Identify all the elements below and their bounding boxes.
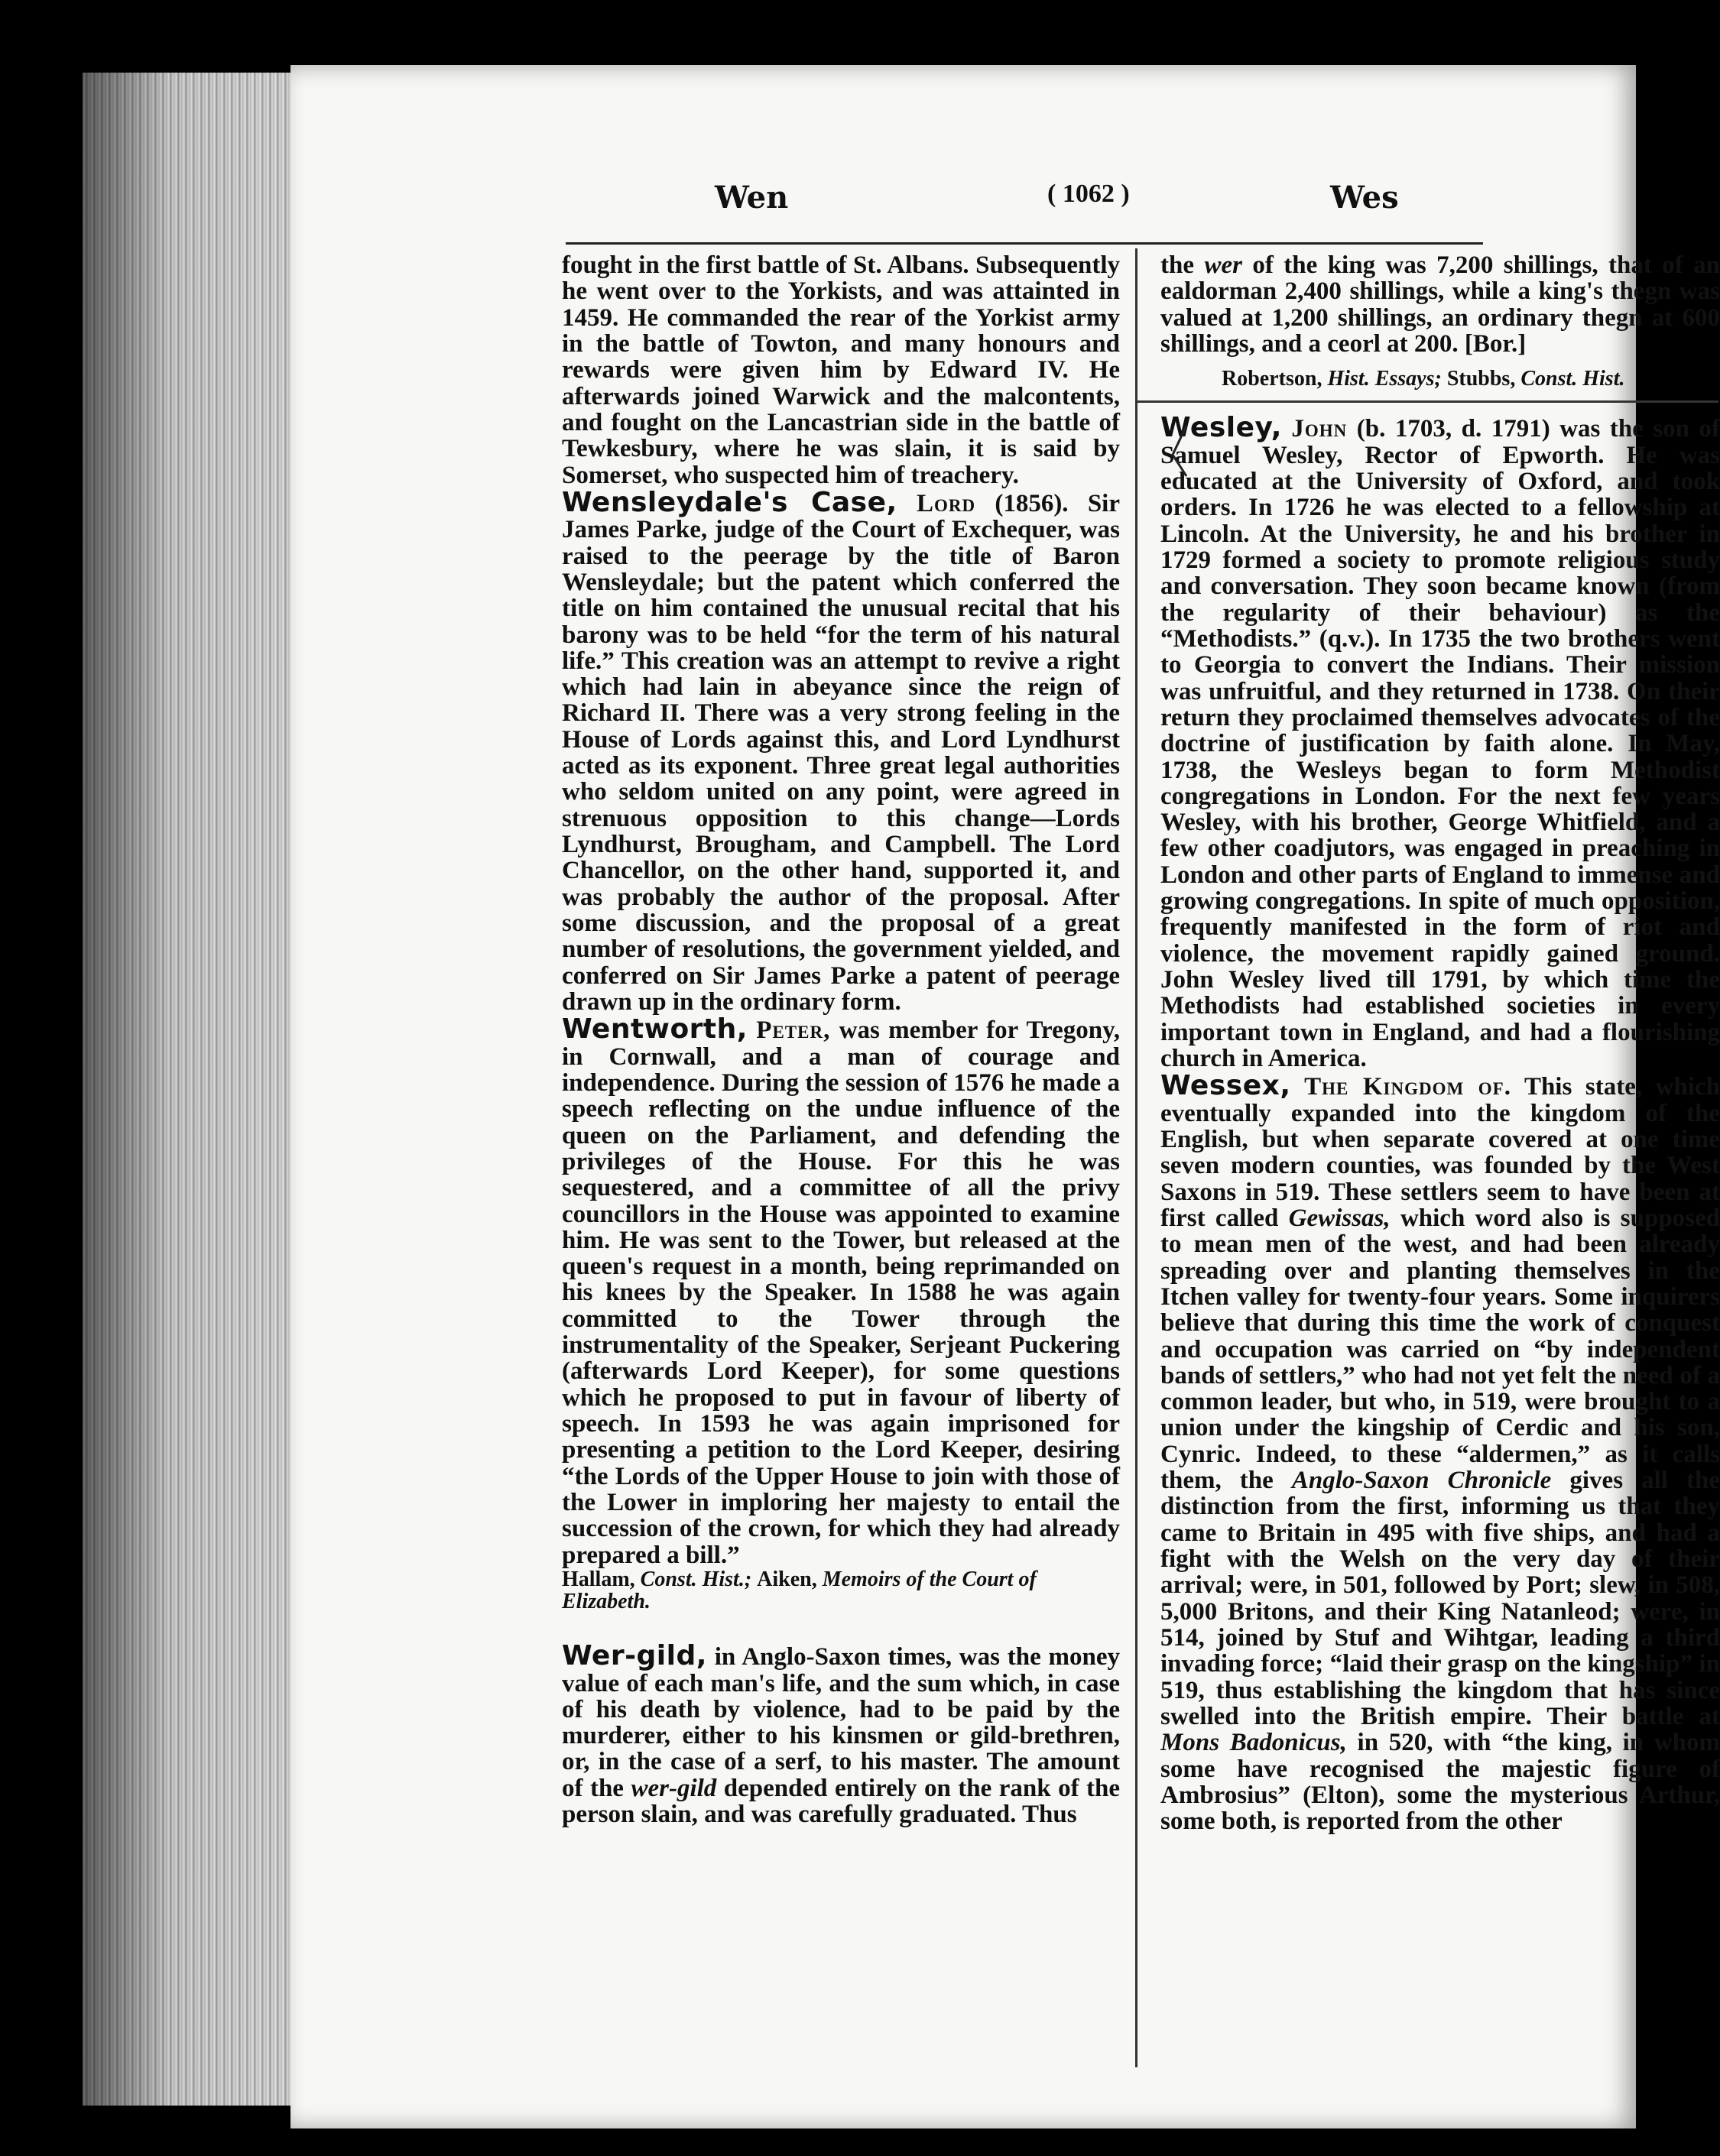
cite-author: Robertson, xyxy=(1222,367,1322,391)
headword: Wessex, xyxy=(1160,1070,1291,1102)
headword: Wensleydale's Case, xyxy=(562,486,897,518)
continued-entry-text xyxy=(1160,252,1720,357)
entry-italic: Mons Badonicus, xyxy=(1160,1729,1347,1757)
book-page xyxy=(290,65,1720,2128)
running-header xyxy=(290,180,1636,233)
headword-qualifier: The Kingdom of. xyxy=(1304,1073,1511,1101)
cite-author: Hallam, xyxy=(562,1567,635,1591)
cite-author: Aiken, xyxy=(757,1567,817,1591)
page-number: ( 1062 ) xyxy=(1047,180,1130,208)
entry-wensleydale xyxy=(562,488,1120,1015)
entry-italic: wer xyxy=(1204,251,1242,279)
header-right-guideword: Wes xyxy=(1330,180,1399,216)
entry-text: the xyxy=(1160,251,1194,279)
section-rule xyxy=(1137,400,1718,403)
column-divider xyxy=(1135,248,1137,2067)
entry-wessex xyxy=(1160,1072,1720,1834)
entry-text: was the son of Samuel Wesley, Rector of Epworth. He was educated at the University of Oxford, and took orders. In 1726 he was elected to a fellowship at Lincoln. At the University, he and his brother in 1729 formed a society to promote religious study and conversation. They soon became known (from the regularity of their behaviour) as the “Methodists.” (q.v.). In 1735 the two brothers went to Georgia to convert the Indians. Their mission was unfruitful, and they returned in 1738. On their return they proclaimed themselves advocates of the doctrine of justification by faith alone. In May, 1738, the Wesleys began to form Methodist congregations in London. For the next few years Wesley, with his brother, George Whitfield, and a few other coadjutors, was engaged in preaching in London and other parts of England to immense and growing congregations. In spite of much opposition, frequently manifested in the form of riot and violence, the movement rapidly gained ground. John Wesley lived till 1791, by which time the Methodists had established societies in every important town in England, and had a flourishing church in America. xyxy=(1160,415,1720,1072)
entry-wesley xyxy=(1160,413,1720,1072)
headword-qualifier: Lord xyxy=(916,489,976,517)
header-left-guideword: Wen xyxy=(715,180,789,216)
entry-italic: Anglo-Saxon Chronicle xyxy=(1291,1467,1552,1495)
entry-text: which word also is supposed to mean men of the west, and had been already spreading over and planting themselves in the Itchen valley for twenty-four years. Some inquirers believe that during this time the work of conquest and occupation was carried on “by independent bands of settlers,” who had not yet felt the need of a common leader, but who, in 519, were brought to a union under the kingship of Cerdic and his son, Cynric. Indeed, to these “aldermen,” as it calls them, the xyxy=(1160,1204,1720,1495)
pencil-margin-mark xyxy=(1163,424,1194,478)
cite-work: Const. Hist. xyxy=(1520,367,1625,391)
entry-text: This state, which eventually expanded into the kingdom of the English, but when separate covered at one time seven modern counties, was founded by the West Saxons in 519. These settlers seem to have been at first called xyxy=(1160,1073,1720,1232)
cite-work: Hist. Essays; xyxy=(1327,367,1442,391)
entry-text: of the king was 7,200 shillings, that of an ealdorman 2,400 shillings, while a king's thegn was valued at 1,200 shillings, an ordinary thegn at 600 shillings, and a ceorl at 200. [Bor.] xyxy=(1160,251,1720,358)
entry-text: (1856). Sir James Parke, judge of the Court of Exchequer, was raised to the peerage by the title of Baron Wensleydale; but the patent which conferred the title on him contained the unusual recital that his barony was to be held “for the term of his natural life.” This creation was an attempt to revive a right which had lain in abeyance since the reign of Richard II. There was a very strong feeling in the House of Lords against this, and Lord Lyndhurst acted as its exponent. Three great legal authorities who seldom united on any point, were agreed in strenuous opposition to this change—Lords Lyndhurst, Brougham, and Campbell. The Lord Chancellor, on the other hand, supported it, and was probably the author of the proposal. After some discussion, and the proposal of a great number of resolutions, the government yielded, and conferred on Sir James Parke a patent of peerage drawn up in the ordinary form. xyxy=(562,489,1120,1016)
citation xyxy=(562,1568,1120,1613)
entry-text: depended entirely on the rank of the person slain, and was carefully graduated. Thus xyxy=(562,1774,1121,1829)
cite-work: Const. Hist.; xyxy=(640,1567,752,1591)
cite-author: Stubbs, xyxy=(1446,367,1516,391)
entry-wentworth xyxy=(562,1015,1120,1568)
headword-qualifier: John xyxy=(1291,415,1348,443)
headword: Wentworth, xyxy=(562,1013,748,1046)
entry-text: in Anglo-Saxon times, was the money value of each man's life, and the sum which, in case of his death by violence, had to be paid by the murderer, either to his kinsmen or gild-brethren, or, in the case of a serf, to his master. The amount of the xyxy=(562,1643,1120,1802)
right-column xyxy=(1160,252,1720,1834)
citation xyxy=(1222,368,1720,390)
entry-text: gives all the distinction from the first, informing us that they came to Britain in 495 with five ships, and had a fight with the Welsh on the very day of their arrival; were, in 501, followed by Port; slew, in 508, 5,000 Britons, and their King Natanleod; were, in 514, joined by Stuf and Wihtgar, leading a third invading force; “laid their grasp on the kingship” in 519, thus establishing the kingdom that has since swelled into the British empire. Their battle at xyxy=(1160,1467,1720,1730)
continued-entry-text: fought in the first battle of St. Albans. Subsequently he went over to the Yorkists, and was attainted in 1459. He commanded the rear of the Yorkist army in the battle of Towton, and many honours and rewards were given him by Edward IV. He afterwards joined Warwick and the malcontents, and fought on the Lancastrian side in the battle of Tewkesbury, where he was slain, it is said by Somerset, who suspected him of treachery. xyxy=(562,251,1120,489)
entry-text: in 520, with “the king, in whom some have recognised the majestic figure of Ambrosius” (Elton), some the mysterious Arthur, some both, is reported from the other xyxy=(1160,1729,1720,1836)
cite-work: Memoirs of the Court of Elizabeth. xyxy=(562,1567,1037,1613)
headword: Wesley, xyxy=(1160,412,1282,444)
headword-qualifier: Peter, xyxy=(756,1016,831,1045)
header-rule xyxy=(566,242,1483,245)
entry-dates: (b. 1703, d. 1791) xyxy=(1356,415,1550,443)
left-column xyxy=(562,252,1120,1827)
entry-wergild xyxy=(562,1642,1120,1827)
entry-italic: wer-gild xyxy=(631,1774,717,1802)
headword: Wer-gild, xyxy=(562,1640,707,1672)
entry-italic: Gewissas, xyxy=(1288,1204,1391,1232)
book-page-edges xyxy=(83,73,304,2106)
entry-text: was member for Tregony, in Cornwall, and a man of courage and independence. During the session of 1576 he made a speech reflecting on the undue influence of the queen on the Parliament, and defending the privileges of the House. For this he was sequestered, and a committee of all the privy councillors in the House was appointed to examine him. He was sent to the Tower, but released at the queen's request in a month, being reprimanded on his knees by the Speaker. In 1588 he was again committed to the Tower through the instrumentality of the Speaker, Serjeant Puckering (afterwards Lord Keeper), for some questions which he proposed to put in favour of liberty of speech. In 1593 he was again imprisoned for presenting a petition to the Lord Keeper, desiring “the Lords of the Upper House to join with those of the Lower in imploring her majesty to entail the succession of the crown, for which they had already prepared a bill.” xyxy=(562,1016,1121,1569)
